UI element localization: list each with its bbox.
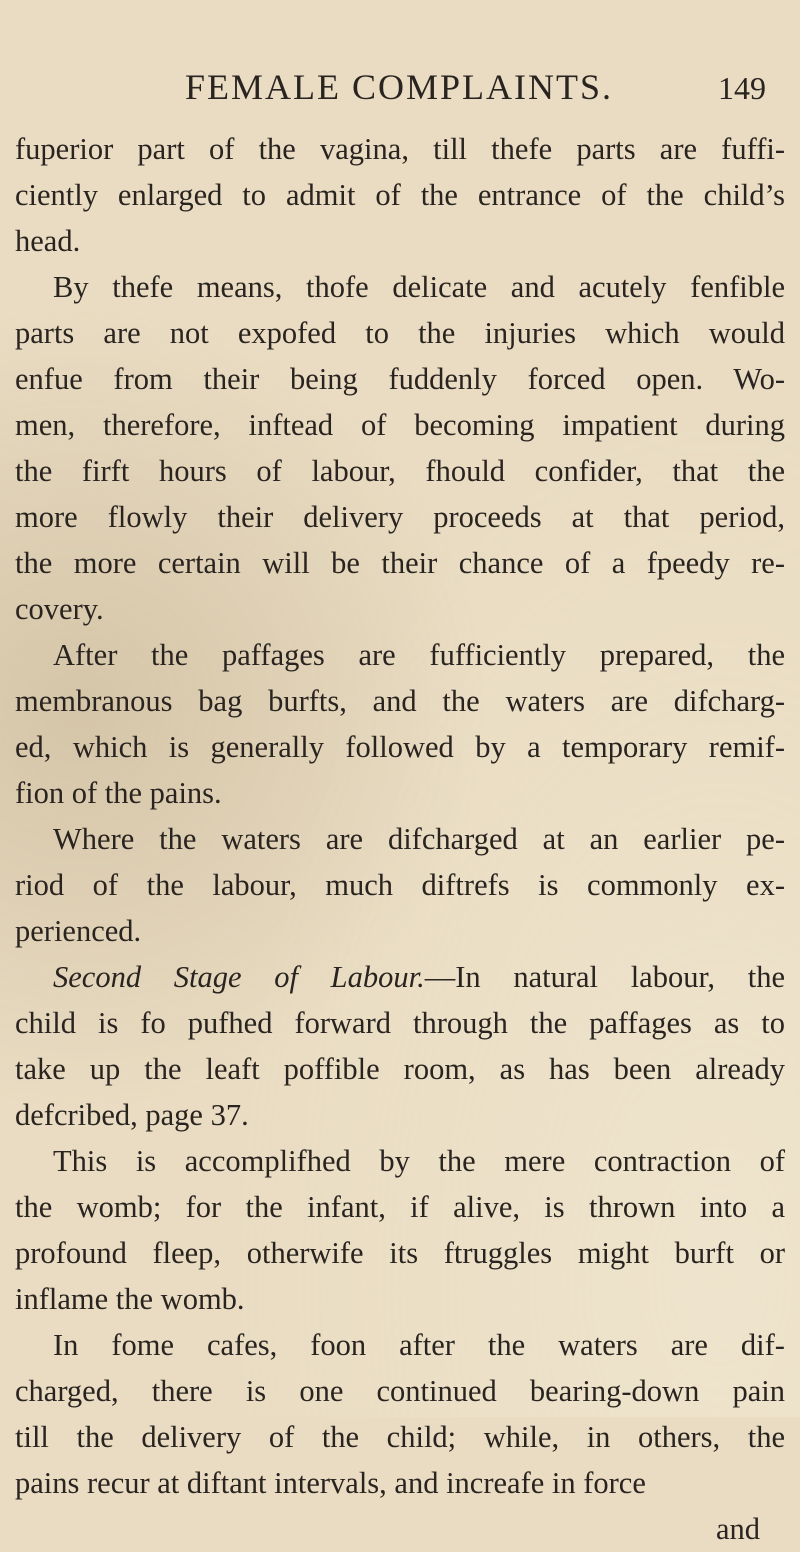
text-run: This is accomplifhed by the mere contraction of: [53, 1144, 786, 1178]
text-line-content: [15, 1414, 785, 1460]
text-run: till the delivery of the child; while, in others, the: [15, 1420, 786, 1454]
text-line: [0, 816, 800, 862]
text-line-content: [15, 1184, 785, 1230]
body-text: [0, 126, 800, 1552]
text-line-content: [15, 1046, 785, 1092]
text-line: [0, 494, 800, 540]
text-run: covery.: [15, 592, 104, 626]
text-run: —In natural labour, the: [424, 960, 785, 994]
text-run: take up the leaft poffible room, as has been already: [15, 1052, 785, 1086]
text-line: [0, 1368, 800, 1414]
text-line-content: [53, 1322, 785, 1368]
text-line: [0, 1000, 800, 1046]
text-line: [0, 862, 800, 908]
text-run: After the paffages are fufficiently prepared, the: [53, 638, 786, 672]
text-line: [0, 1138, 800, 1184]
text-line: [0, 264, 800, 310]
text-run: enfue from their being fuddenly forced open. Wo-: [15, 362, 786, 396]
text-run: men, therefore, inftead of becoming impatient during: [15, 408, 786, 442]
text-line: [0, 1460, 800, 1506]
text-run: inflame the womb.: [15, 1282, 245, 1316]
text-line: [0, 448, 800, 494]
text-line: [0, 724, 800, 770]
text-run: riod of the labour, much diftrefs is commonly ex-: [15, 868, 785, 902]
text-line-content: [15, 1276, 245, 1322]
text-line-content: [53, 1138, 785, 1184]
text-line-content: [15, 356, 785, 402]
text-line: [0, 402, 800, 448]
text-run: head.: [15, 224, 81, 258]
text-line: [0, 632, 800, 678]
text-line-content: [15, 1460, 646, 1506]
text-line-content: [15, 540, 785, 586]
text-run: fuperior part of the vagina, till thefe parts are fuffi-: [15, 132, 785, 166]
text-run: child is fo pufhed forward through the paffages as to: [15, 1006, 786, 1040]
text-line: [0, 1230, 800, 1276]
text-line: [0, 172, 800, 218]
text-line: [0, 908, 800, 954]
text-run: ciently enlarged to admit of the entrance of the child’s: [15, 178, 785, 212]
text-line-content: [15, 908, 141, 954]
text-line-content: [15, 862, 785, 908]
text-line-content: [15, 1000, 785, 1046]
catchword: and: [715, 1512, 760, 1546]
text-line-content: [15, 678, 785, 724]
text-line-content: [15, 310, 785, 356]
text-line-content: [15, 1230, 785, 1276]
text-line: [0, 1092, 800, 1138]
text-line: [0, 678, 800, 724]
text-line: [0, 356, 800, 402]
text-line-content: [15, 402, 785, 448]
text-line-content: [15, 494, 785, 540]
text-run: parts are not expofed to the injuries which would: [15, 316, 785, 350]
text-run: In fome cafes, foon after the waters are dif-: [53, 1328, 785, 1362]
text-run: membranous bag burfts, and the waters are difcharg-: [15, 684, 786, 718]
text-line-content: [15, 1092, 249, 1138]
text-line: [0, 126, 800, 172]
text-line: [0, 1414, 800, 1460]
text-run: perienced.: [15, 914, 142, 948]
text-line: [0, 954, 800, 1000]
text-run: Where the waters are difcharged at an earlier pe-: [53, 822, 785, 856]
text-line-content: [15, 724, 785, 770]
text-line-content: [53, 264, 785, 310]
page-title: FEMALE COMPLAINTS.: [185, 67, 614, 107]
text-run: pains recur at diftant intervals, and increafe in force: [15, 1466, 646, 1500]
text-line: [0, 1322, 800, 1368]
text-line: [0, 1046, 800, 1092]
text-line: [0, 218, 800, 264]
text-run: the womb; for the infant, if alive, is thrown into a: [15, 1190, 785, 1224]
text-line: [0, 586, 800, 632]
text-line-content: [15, 126, 785, 172]
section-heading: Second Stage of Labour.: [53, 960, 425, 994]
text-line-content: [53, 632, 785, 678]
text-run: the more certain will be their chance of a fpeedy re-: [15, 546, 785, 580]
text-line-content: [15, 172, 785, 218]
text-run: more flowly their delivery proceeds at that period,: [15, 500, 785, 534]
text-line-content: [53, 816, 785, 862]
running-head: [0, 66, 800, 116]
text-line: [0, 1276, 800, 1322]
text-run: defcribed, page 37.: [15, 1098, 249, 1132]
text-run: the firft hours of labour, fhould confider, that the: [15, 454, 785, 488]
text-run: fion of the pains.: [15, 776, 222, 810]
text-run: ed, which is generally followed by a temporary remif-: [15, 730, 785, 764]
text-line-content: [15, 218, 80, 264]
text-line-content: [15, 586, 104, 632]
text-line: [0, 1184, 800, 1230]
text-line: [0, 540, 800, 586]
text-line: [0, 770, 800, 816]
text-line-content: [15, 448, 785, 494]
text-run: charged, there is one continued bearing-down pain: [15, 1374, 785, 1408]
text-line-content: [53, 954, 785, 1000]
page-number: 149: [718, 70, 766, 106]
text-line: [0, 310, 800, 356]
text-line-content: [15, 1368, 785, 1414]
text-line-content: [15, 770, 222, 816]
text-run: By thefe means, thofe delicate and acutely fenfible: [53, 270, 786, 304]
text-run: profound fleep, otherwife its ftruggles might burft or: [15, 1236, 786, 1270]
